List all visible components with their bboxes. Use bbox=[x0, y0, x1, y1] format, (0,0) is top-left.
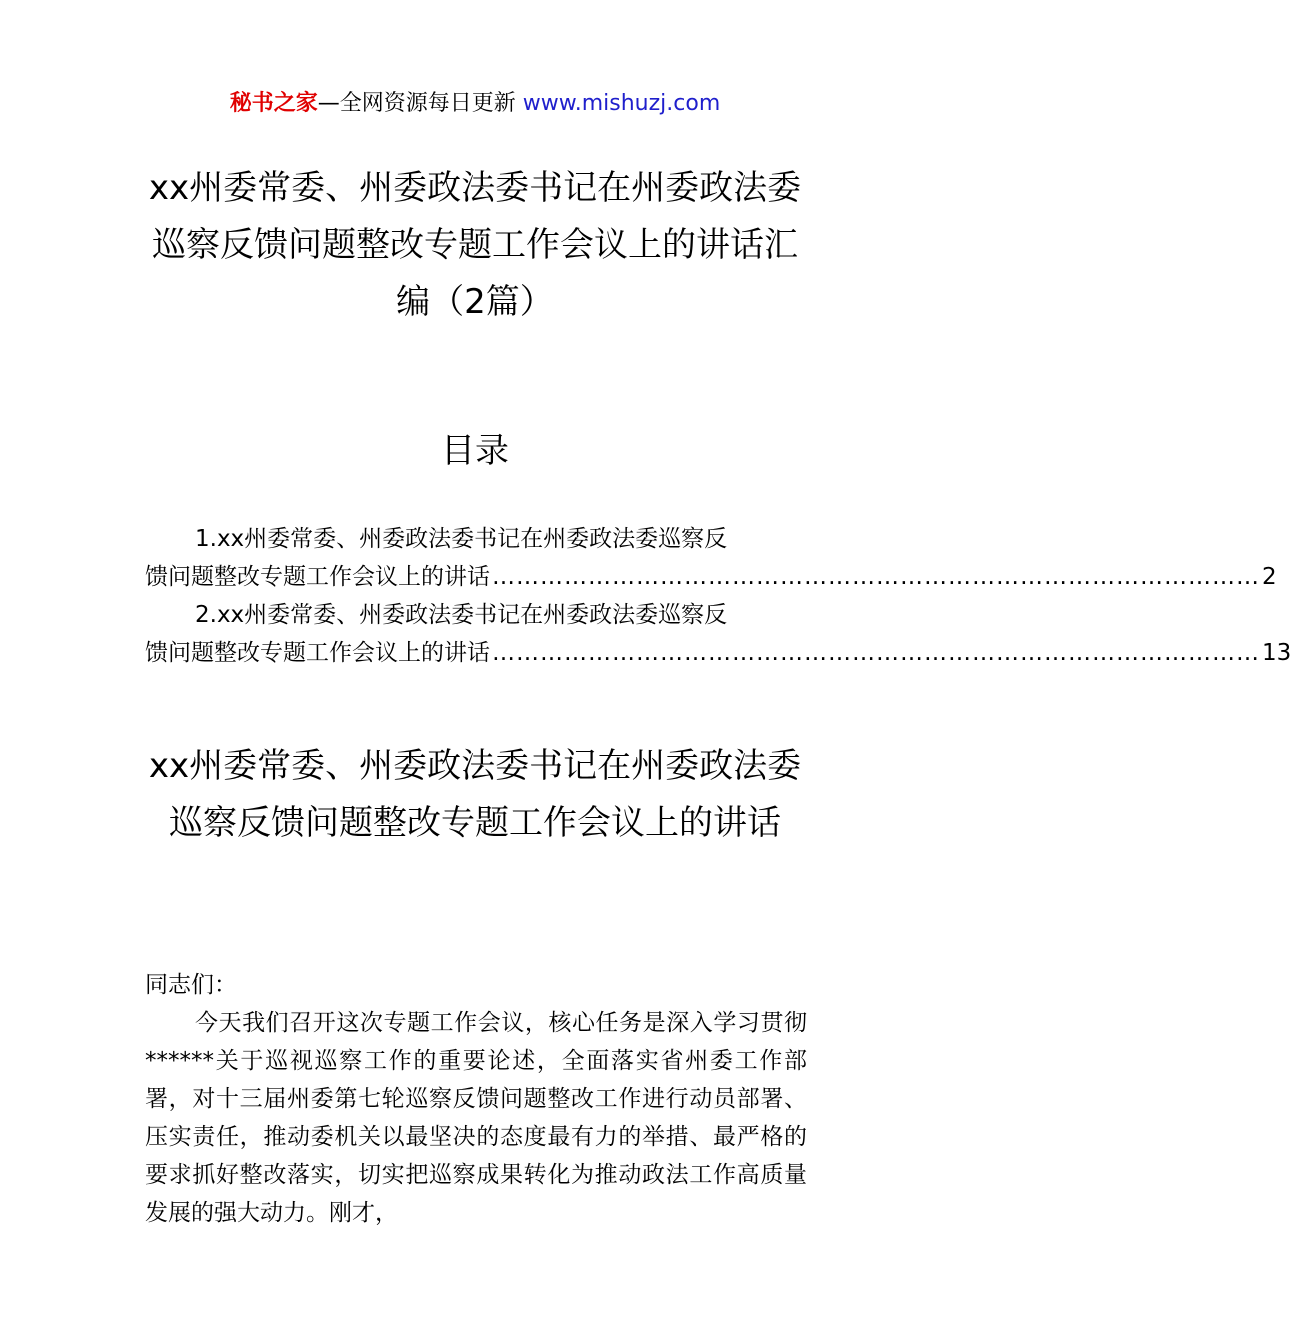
toc-leader-dots: …………………………………………………………………………………… bbox=[492, 640, 1260, 666]
toc-entry-title-continued: 馈问题整改专题工作会议上的讲话 bbox=[145, 640, 490, 666]
speech-body bbox=[145, 966, 807, 1232]
toc-heading: 目录 bbox=[441, 431, 509, 471]
toc-entry-page: 13 bbox=[1262, 640, 1291, 666]
toc-entry-title: 2.xx州委常委、州委政法委书记在州委政法委巡察反 bbox=[195, 602, 728, 628]
toc-entry-title: 1.xx州委常委、州委政法委书记在州委政法委巡察反 bbox=[195, 526, 728, 552]
document-title: xx州委常委、州委政法委书记在州委政法委巡察反馈问题整改专题工作会议上的讲话汇编（2篇） bbox=[148, 168, 802, 322]
table-of-contents bbox=[145, 520, 1291, 672]
toc-entry[interactable] bbox=[145, 596, 1291, 672]
section-title: xx州委常委、州委政法委书记在州委政法委巡察反馈问题整改专题工作会议上的讲话 bbox=[148, 746, 802, 843]
toc-entry[interactable] bbox=[145, 520, 1277, 596]
site-url-link[interactable]: www.mishuzj.com bbox=[522, 91, 721, 116]
site-header bbox=[0, 88, 950, 120]
site-tagline: —全网资源每日更新 bbox=[317, 91, 516, 116]
salutation: 同志们： bbox=[145, 972, 237, 998]
toc-entry-page: 2 bbox=[1262, 564, 1277, 590]
toc-entry-title-continued: 馈问题整改专题工作会议上的讲话 bbox=[145, 564, 490, 590]
site-brand: 秘书之家 bbox=[229, 91, 318, 116]
body-paragraph: 今天我们召开这次专题工作会议，核心任务是深入学习贯彻******关于巡视巡察工作的重要论述，全面落实省州委工作部署，对十三届州委第七轮巡察反馈问题整改工作进行动员部署、压实责任，推动委机关以最坚决的态度最有力的举措、最严格的要求抓好整改落实，切实把巡察成果转化为推动政法工作高质量发展的强大动力。刚才， bbox=[145, 1010, 807, 1226]
toc-leader-dots: …………………………………………………………………………………… bbox=[492, 564, 1260, 590]
